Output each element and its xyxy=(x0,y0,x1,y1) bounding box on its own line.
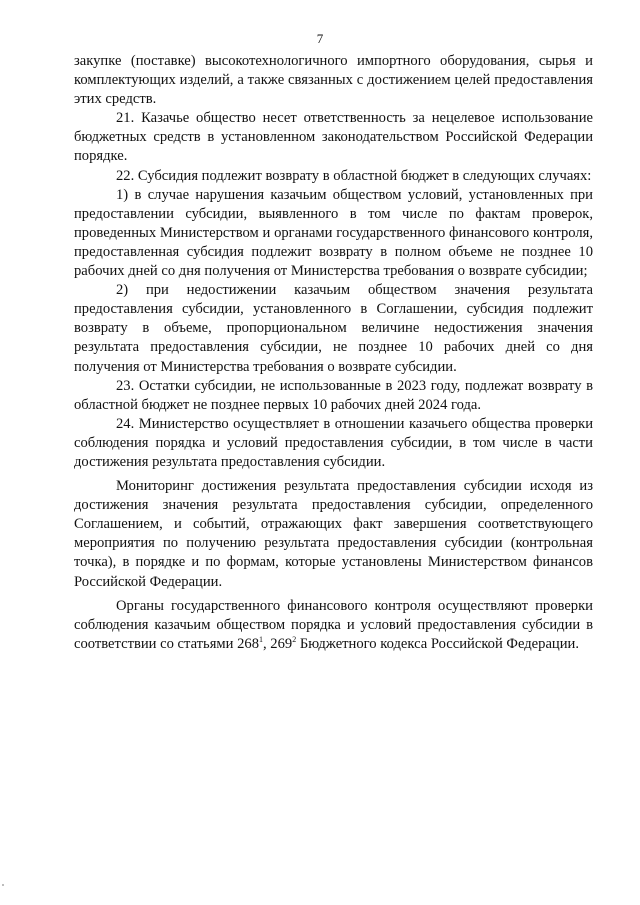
paragraph-financial-control xyxy=(74,597,593,654)
article-268-superscript: 1 xyxy=(259,634,263,644)
paragraph-continuation: закупке (поставке) высокотехнологичного импортного оборудования, сырья и комплектующих изделий, а также связанных с достижением целей предоставления этих средств. xyxy=(74,53,593,108)
paragraph-23: 23. Остатки субсидии, не использованные в 2023 году, подлежат возврату в областной бюджет не позднее первых 10 рабочих дней 2024 года. xyxy=(74,377,593,413)
document-body xyxy=(74,52,593,654)
paragraph-22-item-1: 1) в случае нарушения казачьим обществом условий, установленных при предоставлении субсидии, выявленного в том числе по фактам проверок, проведенных Министерством и органами государственного финансового контроля, предоставленная субсидия подлежит возврату в полном объеме не позднее 10 рабочих дней со дня получения от Министерства требования о возврате субсидии; xyxy=(74,186,593,280)
article-269-superscript: 2 xyxy=(292,634,297,644)
paragraph-monitoring: Мониторинг достижения результата предоставления субсидии исходя из достижения значения результата предоставления субсидии, определенного Соглашением, и событий, отражающих факт завершения соответствующего мероприятия по получению результата предоставления субсидии (контрольная точка), в порядке и по формам, которые установлены Министерством финансов Российской Федерации. xyxy=(74,478,593,590)
paragraph-22-item-2: 2) при недостижении казачьим обществом значения результата предоставления субсидии, установленного в Соглашении, субсидия подлежит возврату в объеме, пропорциональном величине недостижения значения результата предоставления субсидии, не позднее 10 рабочих дней со дня получения от Министерства требования о возврате субсидии. xyxy=(74,282,593,375)
financial-control-text-end: Бюджетного кодекса Российской Федерации. xyxy=(296,635,579,652)
paragraph-24: 24. Министерство осуществляет в отношении казачьего общества проверки соблюдения порядка и условий предоставления субсидии, в том числе в части достижения результата предоставления субсидии. xyxy=(74,415,593,470)
paragraph-21: 21. Казачье общество несет ответственность за нецелевое использование бюджетных средств в установленном законодательством Российской Федерации порядке. xyxy=(74,110,593,165)
page-number: 7 xyxy=(316,31,324,46)
scan-edge-mark xyxy=(2,884,4,886)
paragraph-22: 22. Субсидия подлежит возврату в областной бюджет в следующих случаях: xyxy=(116,167,592,184)
financial-control-text-start: Органы государственного финансового контроля осуществляют проверки соблюдения казачьим обществом порядка и условий предоставления субсидии в соответствии со статьями 268 xyxy=(74,597,593,652)
financial-control-text-middle: , 269 xyxy=(263,635,293,652)
